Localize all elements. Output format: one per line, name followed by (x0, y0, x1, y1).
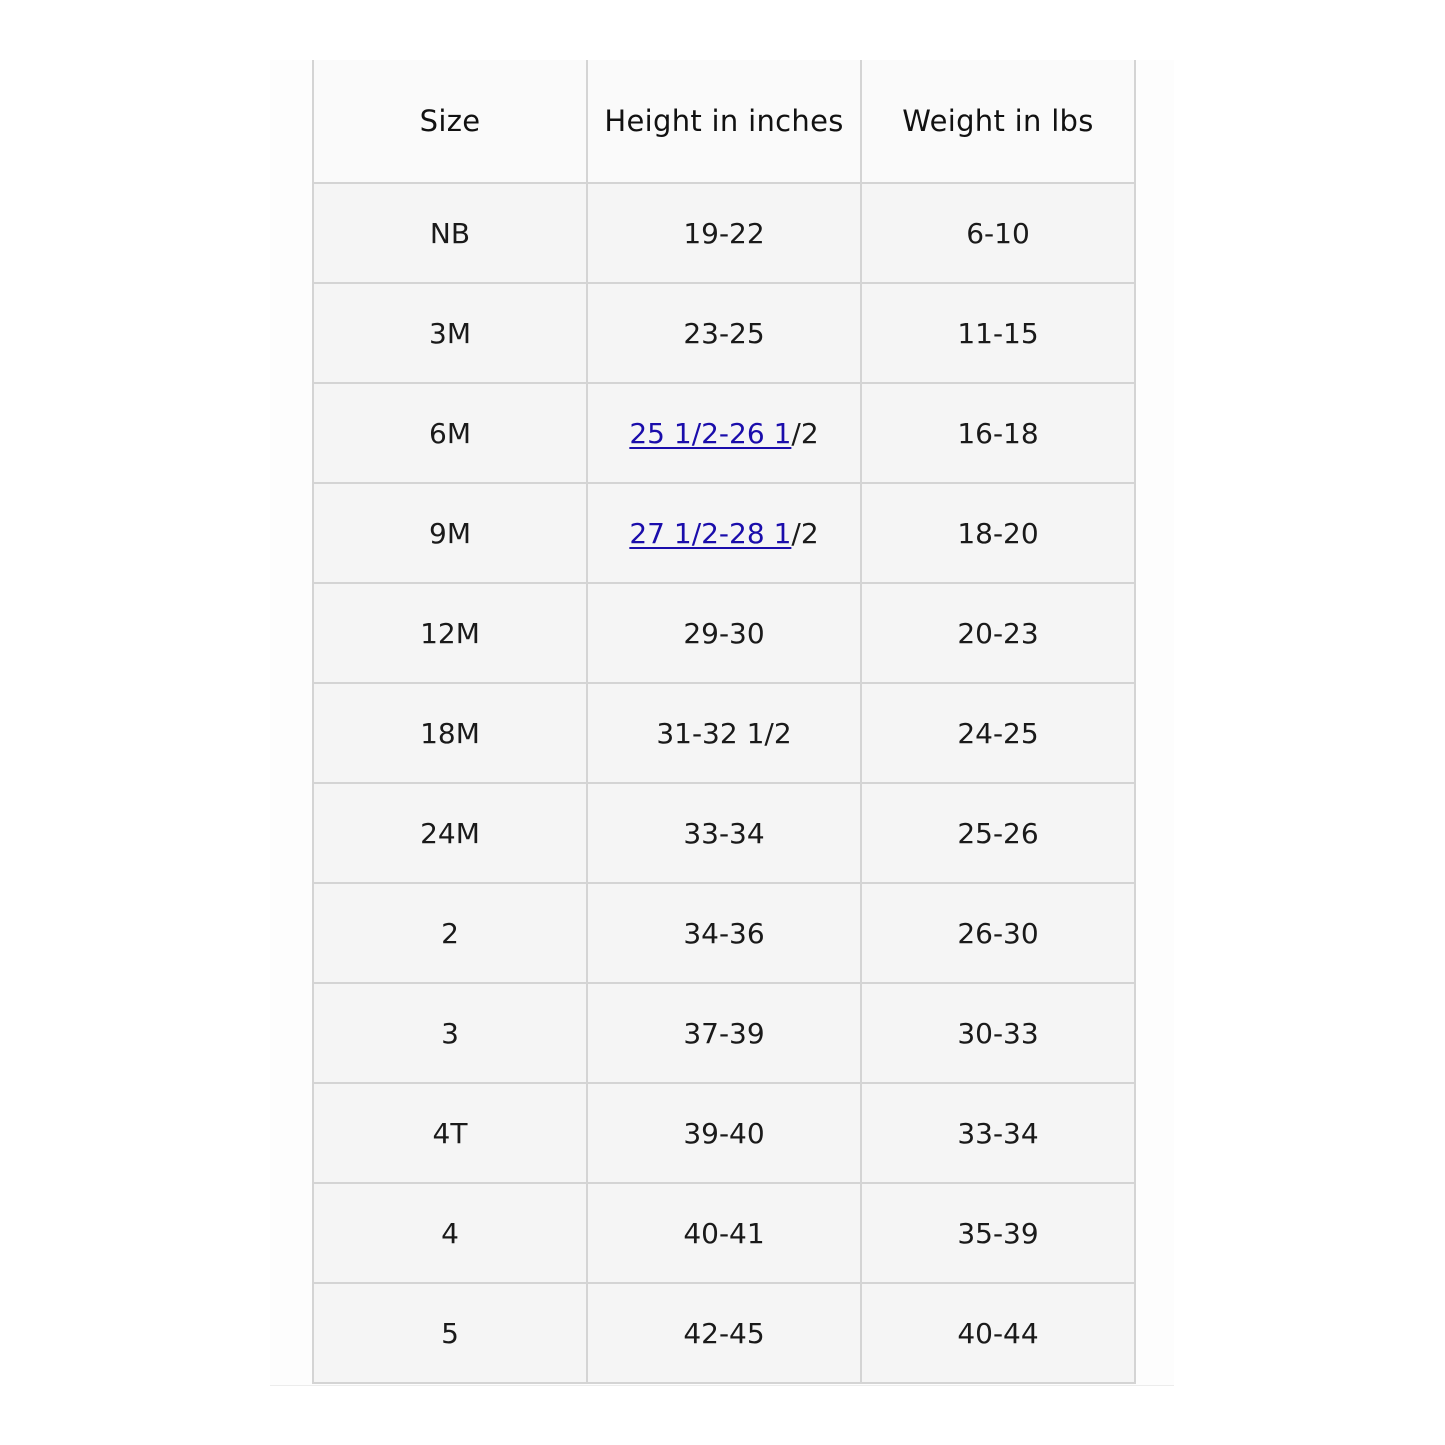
cell-size: 2 (313, 883, 587, 983)
cell-weight: 18-20 (861, 483, 1135, 583)
height-text: /2 (791, 516, 819, 550)
height-link[interactable]: 27 1/2-28 1 (629, 516, 792, 550)
height-text: 39-40 (683, 1116, 765, 1150)
cell-weight: 40-44 (861, 1283, 1135, 1383)
cell-height (587, 183, 861, 283)
cell-size: NB (313, 183, 587, 283)
table-row (313, 1283, 1135, 1383)
cell-height (587, 483, 861, 583)
cell-weight: 16-18 (861, 383, 1135, 483)
table-row (313, 583, 1135, 683)
table-row (313, 783, 1135, 883)
height-text: 40-41 (683, 1216, 765, 1250)
height-link[interactable]: 25 1/2-26 1 (629, 416, 792, 450)
cell-size: 6M (313, 383, 587, 483)
cell-weight: 6-10 (861, 183, 1135, 283)
height-text: 19-22 (683, 216, 765, 250)
cell-height (587, 1283, 861, 1383)
cell-height (587, 983, 861, 1083)
cell-size: 4T (313, 1083, 587, 1183)
table-row (313, 983, 1135, 1083)
table-body (313, 183, 1135, 1383)
cell-height (587, 883, 861, 983)
cell-size: 9M (313, 483, 587, 583)
cell-size: 12M (313, 583, 587, 683)
cell-size: 3 (313, 983, 587, 1083)
cell-height (587, 583, 861, 683)
height-text: 31-32 1/2 (656, 716, 792, 750)
table-header (313, 60, 1135, 183)
cell-height (587, 1083, 861, 1183)
cell-weight: 25-26 (861, 783, 1135, 883)
size-chart-table (312, 60, 1136, 1384)
cell-size: 5 (313, 1283, 587, 1383)
cell-size: 24M (313, 783, 587, 883)
height-text: 33-34 (683, 816, 765, 850)
header-weight: Weight in lbs (861, 60, 1135, 183)
cell-size: 3M (313, 283, 587, 383)
height-text: /2 (791, 416, 819, 450)
cell-weight: 35-39 (861, 1183, 1135, 1283)
table-row (313, 883, 1135, 983)
height-text: 37-39 (683, 1016, 765, 1050)
header-height: Height in inches (587, 60, 861, 183)
height-text: 34-36 (683, 916, 765, 950)
cell-height (587, 283, 861, 383)
cell-height (587, 383, 861, 483)
cell-height (587, 783, 861, 883)
header-row (313, 60, 1135, 183)
cell-weight: 24-25 (861, 683, 1135, 783)
table-row (313, 683, 1135, 783)
cell-weight: 33-34 (861, 1083, 1135, 1183)
table-row (313, 1083, 1135, 1183)
cell-height (587, 683, 861, 783)
cell-weight: 30-33 (861, 983, 1135, 1083)
cell-weight: 20-23 (861, 583, 1135, 683)
table-row (313, 483, 1135, 583)
table-row (313, 383, 1135, 483)
height-text: 23-25 (683, 316, 765, 350)
table-row (313, 283, 1135, 383)
table-row (313, 1183, 1135, 1283)
header-size: Size (313, 60, 587, 183)
table-row (313, 183, 1135, 283)
cell-weight: 26-30 (861, 883, 1135, 983)
cell-size: 18M (313, 683, 587, 783)
cell-size: 4 (313, 1183, 587, 1283)
height-text: 29-30 (683, 616, 765, 650)
height-text: 42-45 (683, 1316, 765, 1350)
cell-weight: 11-15 (861, 283, 1135, 383)
cell-height (587, 1183, 861, 1283)
